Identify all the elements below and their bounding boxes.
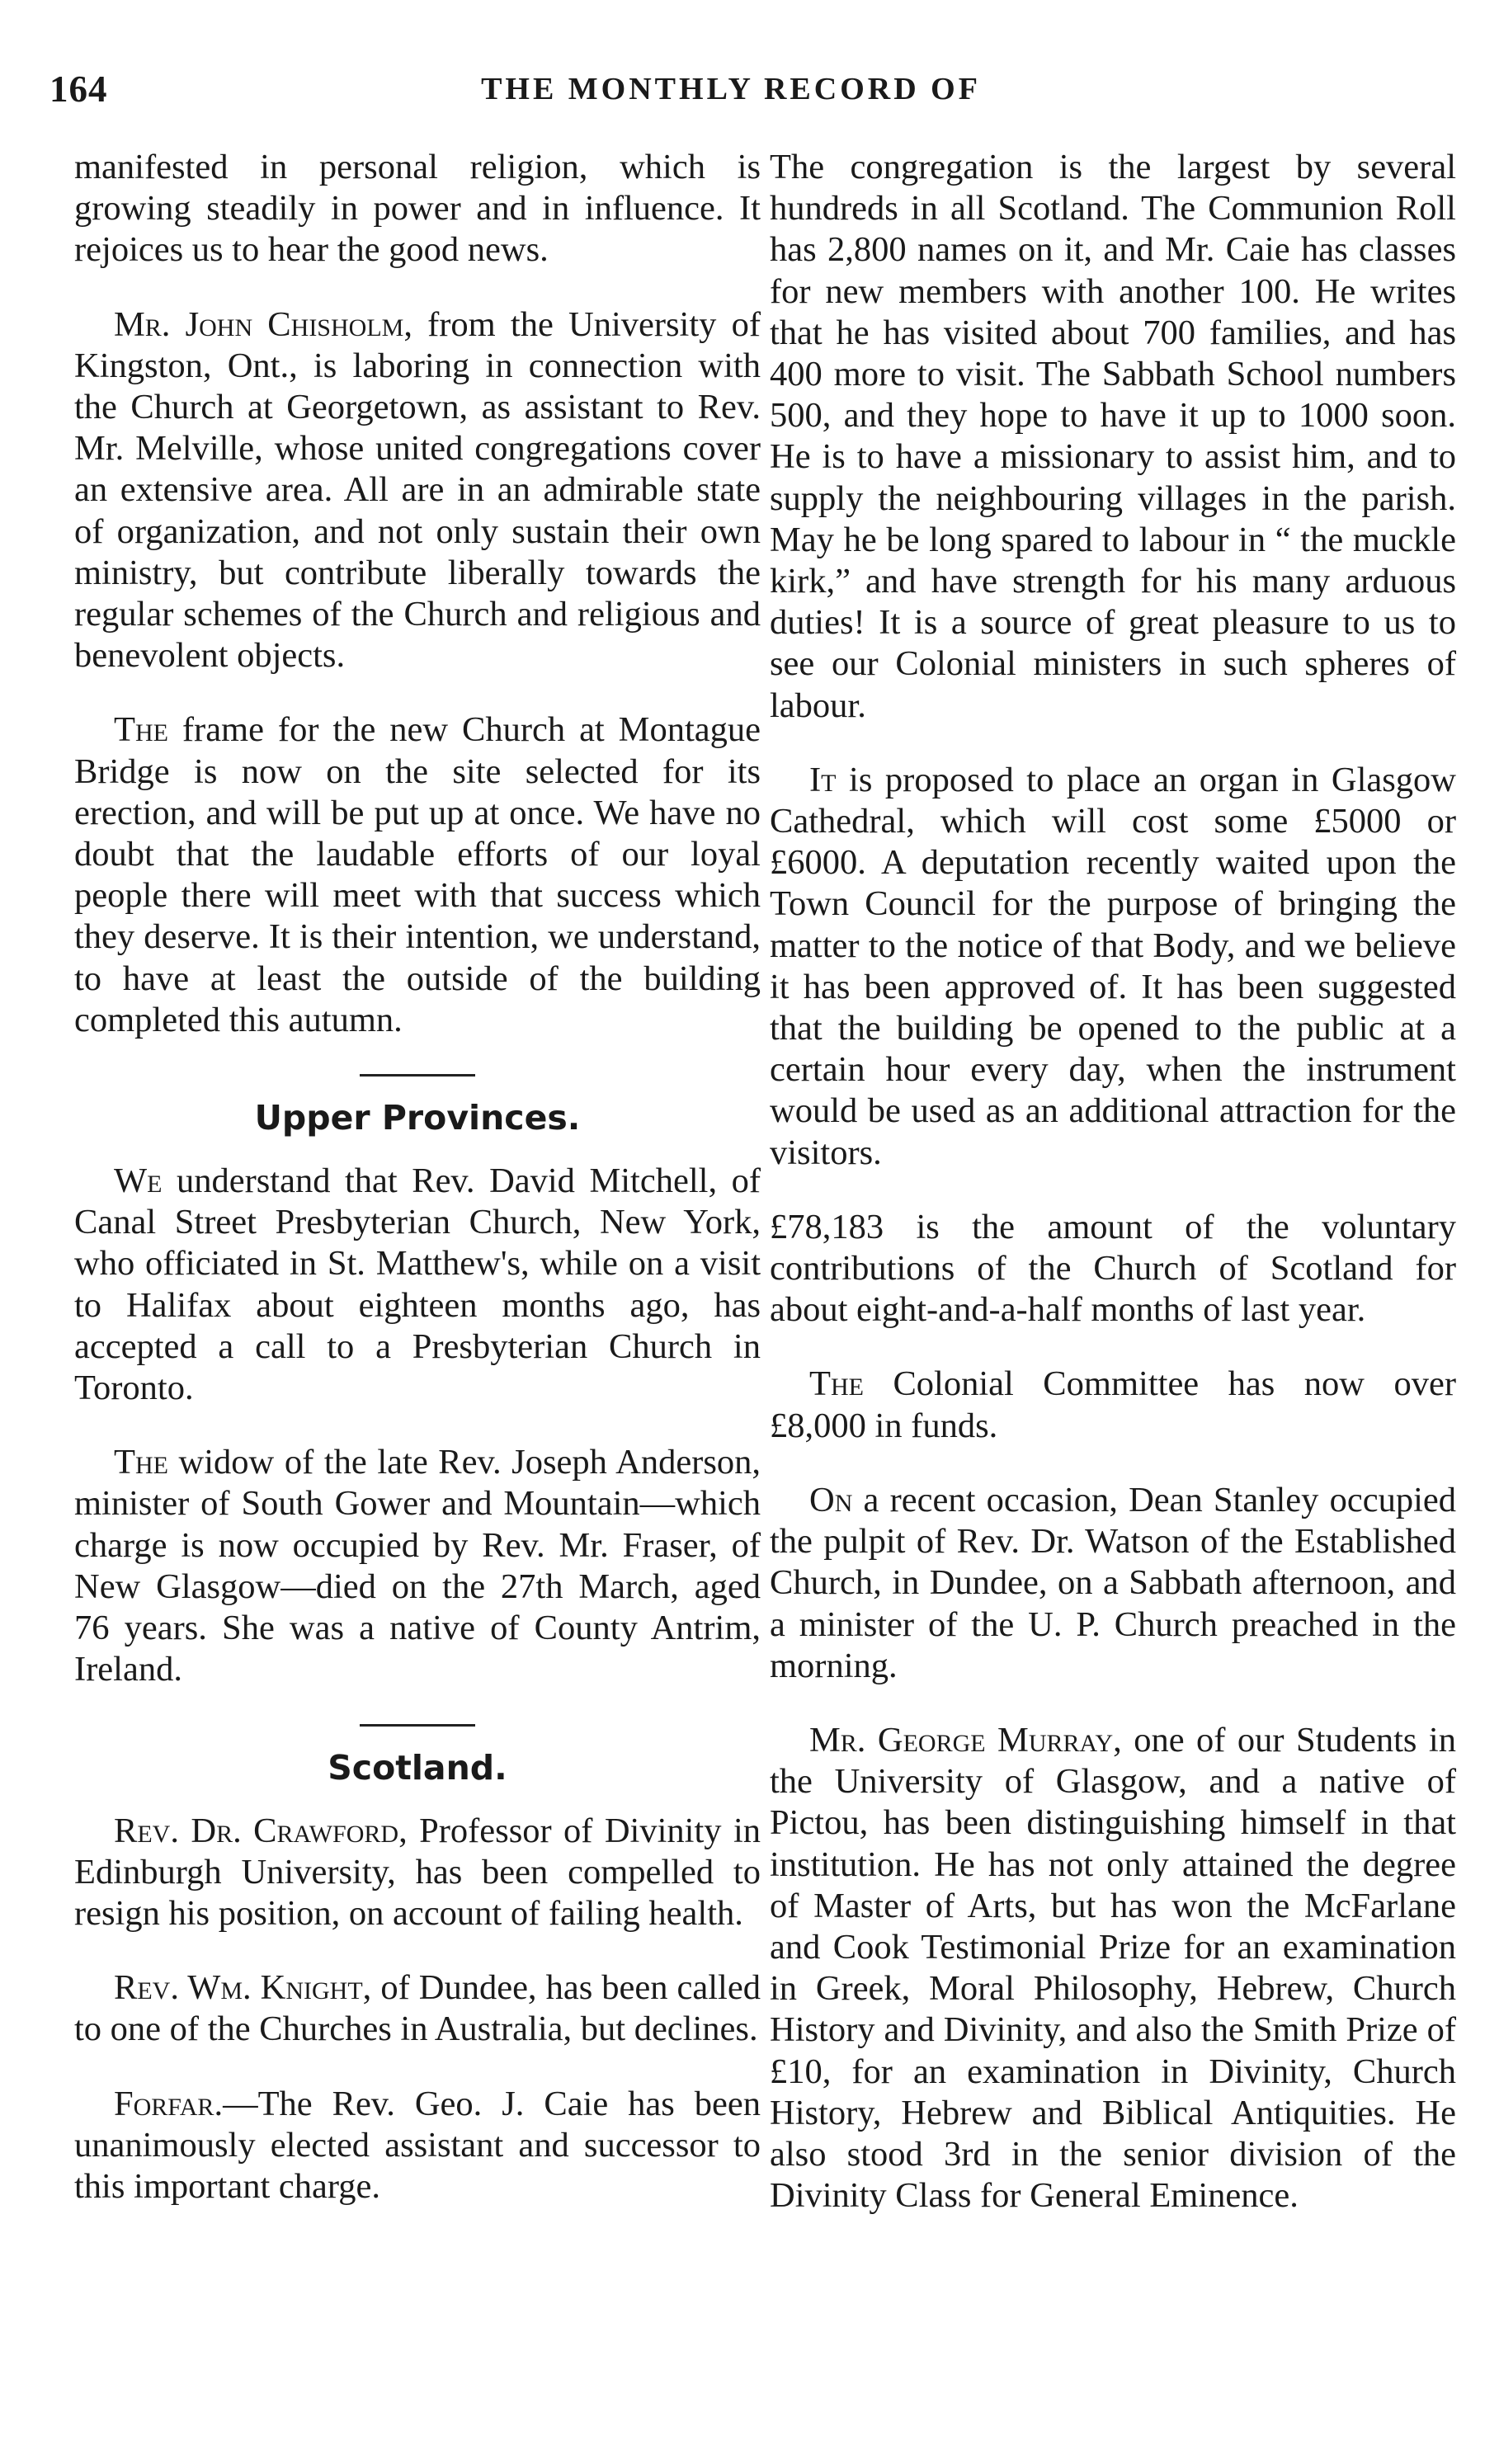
paragraph-congregation: The congregation is the largest by several hundreds in all Scotland. The Communion Roll has 2,800 names on it, and Mr. Caie has classes for new members with another 100. He writes that he has visited about 700 families, and has 400 more to visit. The Sabbath School numbers 500, and they hope to have it up to 1000 soon. He is to have a missionary to assist him, and to supply the neighbouring villages in the parish. May he be long spared to labour in “ the muckle kirk,” and have strength for his many arduous duties! It is a source of great pleasure to us to see our Colonial ministers in such spheres of labour. <box>770 148 1456 725</box>
paragraph-forfar <box>74 2084 761 2208</box>
paragraph-text: of Dundee, has been called to one of the Churches in Australia, but declines. <box>74 1968 761 2049</box>
section-divider <box>360 1074 475 1077</box>
paragraph-text: is proposed to place an organ in Glasgow Cathedral, which will cost some £5000 or £6000. A deputation recently waited upon the Town Council for the purpose of bringing the matter to the notice of that Body, and we believe it has been approved of. It has been suggested that the building be opened to the public at a certain hour every day, when the instrument would be used as an additional attraction for the visitors. <box>770 760 1456 1172</box>
paragraph-lead: Mr. John Chisholm, <box>114 304 412 344</box>
paragraph-text: Professor of Divinity in Edinburgh University, has been compelled to resign his position, on account of failing health. <box>74 1811 761 1933</box>
paragraph-text: widow of the late Rev. Joseph Anderson, minister of South Gower and Mountain—which charge is now occupied by Rev. Mr. Fraser, of New Glasgow—died on the 27th March, aged 76 years. She was a native of County Antrim, Ireland. <box>74 1443 761 1689</box>
paragraph-text: from the University of Kingston, Ont., is laboring in connection with the Church at Georgetown, as assistant to Rev. Mr. Melville, whose united congregations cover an extensive area. All are in an admirable state of organization, and not only sustain their own ministry, but contribute liberally towards the regular schemes of the Church and religious and benevolent objects. <box>74 304 761 676</box>
page-number: 164 <box>49 68 108 110</box>
paragraph-text: understand that Rev. David Mitchell, of Canal Street Presbyterian Church, New York, who officiated in St. Matthew's, while on a visit to Halifax about eighteen months ago, has accepted a call to a Presbyterian Church in Toronto. <box>74 1161 761 1408</box>
paragraph-lead: Rev. Wm. Knight, <box>114 1968 372 2008</box>
paragraph-lead: On <box>809 1480 853 1519</box>
paragraph-lead: The <box>114 1443 168 1482</box>
journal-title: THE MONTHLY RECORD OF <box>481 72 981 106</box>
paragraph-voluntary-contributions: £78,183 is the amount of the voluntary contributions of the Church of Scotland for about eight-and-a-half months of last year. <box>770 1207 1456 1330</box>
paragraph-george-murray <box>770 1720 1456 2217</box>
left-column <box>74 147 761 2240</box>
paragraph-montague-bridge <box>74 709 761 1041</box>
paragraph-personal-religion: manifested in personal religion, which is growing steadily in power and in influence. It rejoices us to hear the good news. <box>74 148 761 270</box>
paragraph-lead: Forfar. <box>114 2084 224 2123</box>
section-heading-upper-provinces: Upper Provinces. <box>254 1098 581 1138</box>
paragraph-text: Colonial Committee has now over £8,000 in funds. <box>770 1364 1456 1445</box>
paragraph-dr-crawford <box>74 1811 761 1935</box>
paragraph-text: —The Rev. Geo. J. Caie has been unanimously elected assistant and successor to this important charge. <box>74 2084 761 2206</box>
section-divider <box>360 1724 475 1727</box>
paragraph-text: frame for the new Church at Montague Bridge is now on the site selected for its erection, and will be put up at once. We have no doubt that the laudable efforts of our loyal people there will meet with that success which they deserve. It is their intention, we understand, to have at least the outside of the building completed this autumn. <box>74 710 761 1039</box>
paragraph-lead: We <box>114 1161 163 1201</box>
paragraph-joseph-anderson-widow <box>74 1442 761 1690</box>
section-heading-scotland: Scotland. <box>328 1747 507 1788</box>
paragraph-lead: The <box>114 710 168 750</box>
paragraph-lead: Mr. George Murray, <box>809 1720 1122 1760</box>
paragraph-text: a recent occasion, Dean Stanley occupied the pulpit of Rev. Dr. Watson of the Established Church, in Dundee, on a Sabbath afternoon, and a minister of the U. P. Church preached in the morning. <box>770 1480 1456 1685</box>
paragraph-david-mitchell <box>74 1161 761 1409</box>
paragraph-colonial-committee <box>770 1364 1456 1446</box>
paragraph-wm-knight <box>74 1967 761 2050</box>
paragraph-lead: Rev. Dr. Crawford, <box>114 1811 408 1850</box>
paragraph-text: one of our Students in the University of Glasgow, and a native of Pictou, has been distinguishing himself in that institution. He has not only attained the degree of Master of Arts, but has won the McFarlane and Cook Testimonial Prize for an examination in Greek, Moral Philosophy, Hebrew, Church History and Divinity, and also the Smith Prize of £10, for an examination in Divinity, Church History, Hebrew and Biblical Antiquities. He also stood 3rd in the senior division of the Divinity Class for General Eminence. <box>770 1720 1456 2216</box>
right-column <box>770 147 1456 2250</box>
paragraph-dean-stanley <box>770 1480 1456 1687</box>
paragraph-lead: The <box>809 1364 864 1404</box>
running-head <box>49 68 1412 125</box>
paragraph-john-chisholm <box>74 304 761 677</box>
paragraph-lead: It <box>809 760 837 799</box>
paragraph-glasgow-organ <box>770 760 1456 1174</box>
